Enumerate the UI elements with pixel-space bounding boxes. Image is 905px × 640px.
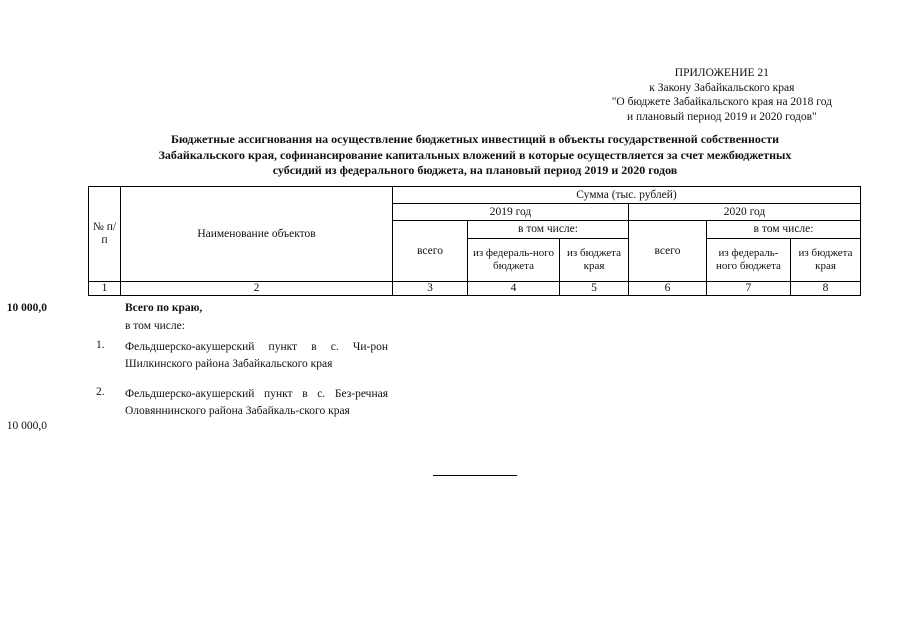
title-line-1: Бюджетные ассигнования на осуществление бюджетных инвестиций в объекты государственной собственности bbox=[170, 132, 780, 146]
col-number-7: 7 bbox=[707, 282, 791, 296]
total-sublabel: в том числе: bbox=[125, 320, 185, 332]
header-2019-federal: из федераль-ного бюджета bbox=[468, 239, 560, 282]
table-header bbox=[88, 186, 861, 296]
total-2020-regional: 10 000,0 bbox=[6, 302, 47, 314]
header-sum: Сумма (тыс. рублей) bbox=[393, 187, 861, 204]
item-2-2020-regional: 10 000,0 bbox=[6, 420, 47, 432]
col-number-3: 3 bbox=[393, 282, 468, 296]
annex-line-1: ПРИЛОЖЕНИЕ 21 bbox=[674, 67, 769, 79]
title-line-2: Забайкальского края, софинансирование капитальных вложений в которые осуществляется за счет межбюджетных bbox=[158, 147, 792, 162]
document-title bbox=[80, 132, 870, 179]
header-2019-including: в том числе: bbox=[468, 221, 629, 239]
item-1-num: 1. bbox=[96, 339, 105, 351]
col-number-6: 6 bbox=[629, 282, 707, 296]
header-2020-federal: из федераль-ного бюджета bbox=[707, 239, 791, 282]
header-year-2020: 2020 год bbox=[629, 204, 861, 221]
header-2019-regional: из бюджета края bbox=[560, 239, 629, 282]
total-label: Всего по краю, bbox=[125, 302, 203, 314]
header-2020-including: в том числе: bbox=[707, 221, 861, 239]
col-number-4: 4 bbox=[468, 282, 560, 296]
header-2019-total: всего bbox=[393, 221, 468, 282]
annex-heading bbox=[612, 66, 832, 124]
item-2-name: Фельдшерско-акушерский пункт в с. Без-речная Оловяннинского района Забайкаль-ского края bbox=[125, 388, 388, 417]
header-2020-total: всего bbox=[629, 221, 707, 282]
closing-rule bbox=[433, 475, 517, 476]
item-2-num: 2. bbox=[96, 386, 105, 398]
header-name-col: Наименование объектов bbox=[121, 187, 393, 282]
col-number-1: 1 bbox=[89, 282, 121, 296]
item-1-name: Фельдшерско-акушерский пункт в с. Чи-рон Шилкинского района Забайкальского края bbox=[125, 341, 388, 370]
header-num-col: № п/п bbox=[89, 187, 121, 282]
title-line-3: субсидий из федерального бюджета, на плановый период 2019 и 2020 годов bbox=[272, 163, 678, 177]
annex-line-2: к Закону Забайкальского края bbox=[649, 81, 795, 94]
header-2020-regional: из бюджета края bbox=[791, 239, 861, 282]
header-year-2019: 2019 год bbox=[393, 204, 629, 221]
col-number-8: 8 bbox=[791, 282, 861, 296]
annex-line-4: и плановый период 2019 и 2020 годов" bbox=[626, 110, 817, 123]
col-number-5: 5 bbox=[560, 282, 629, 296]
col-number-2: 2 bbox=[121, 282, 393, 296]
annex-line-3: "О бюджете Забайкальского края на 2018 год bbox=[611, 96, 832, 108]
